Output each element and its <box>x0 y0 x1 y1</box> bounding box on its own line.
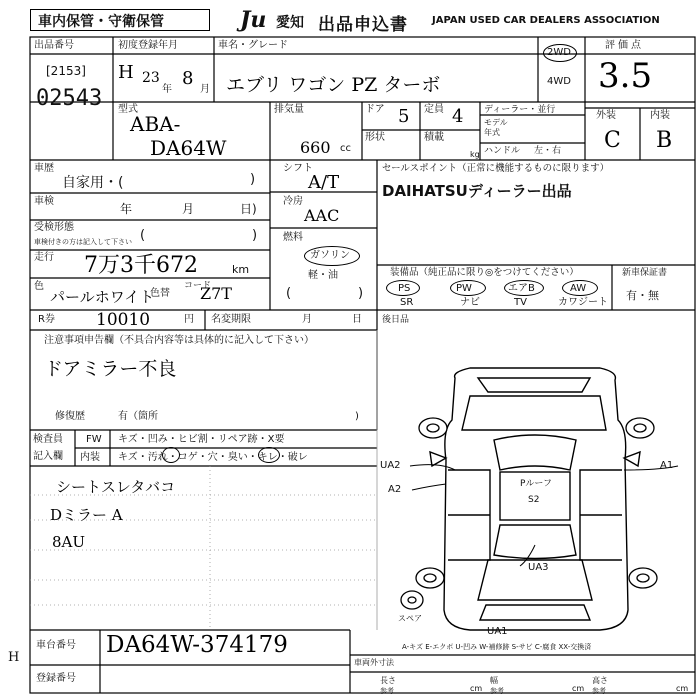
equip-aw: AW <box>570 283 587 294</box>
equip-sr: SR <box>400 297 414 308</box>
size-height-unit: cm <box>676 684 689 693</box>
inspector-interior-text: キズ・汚れ・コゲ・穴・臭い・キレ・破レ <box>118 452 308 463</box>
model-type-line1: ABA- <box>130 112 181 136</box>
chassis-side-mark: H <box>8 650 20 665</box>
equip-tv: TV <box>514 297 527 308</box>
exterior-value: C <box>604 128 621 153</box>
size-label: 車両外寸法 <box>354 658 394 667</box>
later-label: 後日品 <box>382 315 410 325</box>
mark-ua2: UA2 <box>380 460 401 471</box>
selling-point-value: DAIHATSUディーラー出品 <box>382 182 572 200</box>
warranty-label: 新車保証書 <box>622 268 668 278</box>
registrant-label: 登録番号 <box>36 673 76 684</box>
inspector-note-1: シートスレタバコ <box>56 478 176 496</box>
odor-circle <box>258 447 280 463</box>
shift-value: A/T <box>308 172 340 193</box>
inspector-note-2: Dミラー A <box>50 506 123 524</box>
load-unit: kg <box>470 150 480 159</box>
notes-value: ドアミラー不良 <box>44 358 177 380</box>
chassis-value: DA64W-374179 <box>106 632 288 658</box>
score-label: 評価点 <box>605 40 644 51</box>
interior-label: 内装 <box>650 110 670 121</box>
delivery-note: 車検付きの方は記入して下さい <box>34 238 132 246</box>
handle-options: 左・右 <box>534 146 562 156</box>
drive-2wd: 2WD <box>547 47 571 58</box>
recycle-value: 10010 <box>96 310 151 330</box>
month-unit: 月 <box>200 84 210 95</box>
usage-label: 車歴 <box>34 163 54 174</box>
fuel-gasoline: ガソリン <box>310 250 350 261</box>
shape-label: 形状 <box>365 132 385 143</box>
usage-close: ) <box>250 172 256 187</box>
size-width-unit: cm <box>572 684 585 693</box>
equip-pw: PW <box>456 283 472 294</box>
inspector-label-1: 検査員 <box>33 434 63 445</box>
ac-value: AAC <box>304 206 340 225</box>
mark-a2: A2 <box>388 484 402 495</box>
mark-ua3: UA3 <box>528 562 549 573</box>
equip-airbag: エアB <box>508 283 535 294</box>
color-label: 色 <box>34 281 44 292</box>
size-length-unit: cm <box>470 684 483 693</box>
shaken-year-unit: 年 <box>120 202 133 216</box>
ju-logo: Ju <box>240 7 267 33</box>
recycle-label: R券 <box>38 314 55 325</box>
repair-label: 修復歴 <box>55 411 85 422</box>
shaken-month-unit: 月 <box>182 202 195 216</box>
damage-legend: A-キズ E-エクボ U-凹み W-補修跡 S-サビ C-腐食 XX-交換済 <box>402 643 592 651</box>
spare-label: スペア <box>398 614 422 623</box>
registration-label: 初度登録年月 <box>118 40 178 51</box>
fuel-light-oil: 軽・油 <box>308 270 338 281</box>
drive-4wd: 4WD <box>547 76 571 87</box>
doors-label: ドア <box>365 104 385 115</box>
shaken-day-unit: 日) <box>240 202 257 216</box>
lot-code: [2153] <box>46 64 86 78</box>
selling-point-label: セールスポイント（正常に機能するものに限ります） <box>382 163 610 174</box>
color-change-label: 色替 <box>150 288 170 299</box>
equip-sheet: カワジート <box>558 297 608 308</box>
lot-number: 02543 <box>36 86 103 111</box>
model-type-label: 型式 <box>118 104 138 115</box>
recycle-unit: 円 <box>184 314 194 325</box>
capacity-value: 4 <box>452 106 464 127</box>
model-type-line2: DA64W <box>150 136 227 160</box>
equipment-label: 装備品（純正品に限り◎をつけてください） <box>390 267 579 278</box>
inspector-interior-label: 内装 <box>80 452 100 463</box>
delivery-close: ) <box>252 228 258 243</box>
mark-ua1: UA1 <box>487 626 508 637</box>
fuel-paren-open: ( <box>286 286 292 301</box>
inspector-fw-text: キズ・凹み・ヒビ割・リペア跡・X要 <box>118 434 285 445</box>
ac-label: 冷房 <box>283 196 303 207</box>
model-name-label: 車名・グレード <box>218 40 288 51</box>
logo-place: 愛知 <box>276 15 304 31</box>
displacement-value: 660 <box>300 138 331 157</box>
score-value: 3.5 <box>598 56 653 96</box>
inspector-fw-label: FW <box>86 434 102 445</box>
delivery-label: 受検形態 <box>34 222 74 233</box>
load-label: 積載 <box>424 132 444 143</box>
name-change-day: 日 <box>352 314 362 325</box>
displacement-unit: cc <box>340 143 351 154</box>
warranty-value: 有・無 <box>626 289 659 302</box>
mileage-value: 7万3千672 <box>84 253 198 278</box>
repair-value: 有（箇所 <box>118 411 158 422</box>
inspector-label-2: 記入欄 <box>33 451 63 462</box>
interior-value: B <box>656 128 673 153</box>
capacity-label: 定員 <box>424 104 444 115</box>
registration-month: 8 <box>182 68 194 89</box>
form-title: 出品申込書 <box>318 15 408 35</box>
shaken-label: 車検 <box>34 196 54 207</box>
model-year-label: モデル 年式 <box>484 118 508 137</box>
name-change-month: 月 <box>302 314 312 325</box>
displacement-label: 排気量 <box>274 104 304 115</box>
fuel-paren-close: ) <box>358 286 364 301</box>
inspector-note-3: 8AU <box>52 533 86 551</box>
dirt-circle <box>162 447 180 463</box>
fuel-label: 燃料 <box>283 232 303 243</box>
chassis-label: 車台番号 <box>36 640 76 651</box>
delivery-open: ( <box>140 228 146 243</box>
name-change-label: 名変期限 <box>211 314 251 325</box>
size-height-ref: 参考 <box>592 687 606 695</box>
size-length-ref: 参考 <box>380 687 394 695</box>
registration-year: 23 <box>142 70 160 86</box>
exterior-label: 外装 <box>596 110 616 121</box>
mileage-label: 走行 <box>34 252 54 263</box>
dealer-parallel-label: ディーラー・並行 <box>484 105 556 115</box>
doors-value: 5 <box>398 106 410 127</box>
association-name: JAPAN USED CAR DEALERS ASSOCIATION <box>432 15 660 26</box>
registration-era: H <box>118 62 134 83</box>
equip-navi: ナビ <box>460 297 480 308</box>
usage-value: 自家用・( <box>62 175 124 191</box>
equipment-grid <box>386 280 610 310</box>
mileage-unit: km <box>232 263 250 276</box>
mark-roof: Pルーフ <box>520 479 552 489</box>
size-height-label: 高さ <box>592 676 608 685</box>
mark-a1: A1 <box>660 460 674 471</box>
size-width-label: 幅 <box>490 676 498 685</box>
handle-label: ハンドル <box>484 146 521 156</box>
size-width-ref: 参考 <box>490 687 504 695</box>
storage-badge: 車内保管・守衛保管 <box>38 14 164 30</box>
mark-s2: S2 <box>528 495 540 505</box>
color-code-label: コード <box>184 281 212 291</box>
equip-ps: PS <box>398 283 411 294</box>
repair-close: ) <box>355 411 359 422</box>
year-unit: 年 <box>162 84 172 95</box>
color-code-value: Z7T <box>200 284 232 303</box>
color-value: パールホワイト <box>50 288 155 306</box>
lot-label: 出品番号 <box>34 40 74 51</box>
notes-label: 注意事項申告欄（不具合内容等は具体的に記入して下さい） <box>44 335 314 346</box>
size-length-label: 長さ <box>380 676 396 685</box>
model-name-value: エブリ ワゴン PZ ターボ <box>226 74 441 96</box>
shift-label: シフト <box>283 163 313 174</box>
